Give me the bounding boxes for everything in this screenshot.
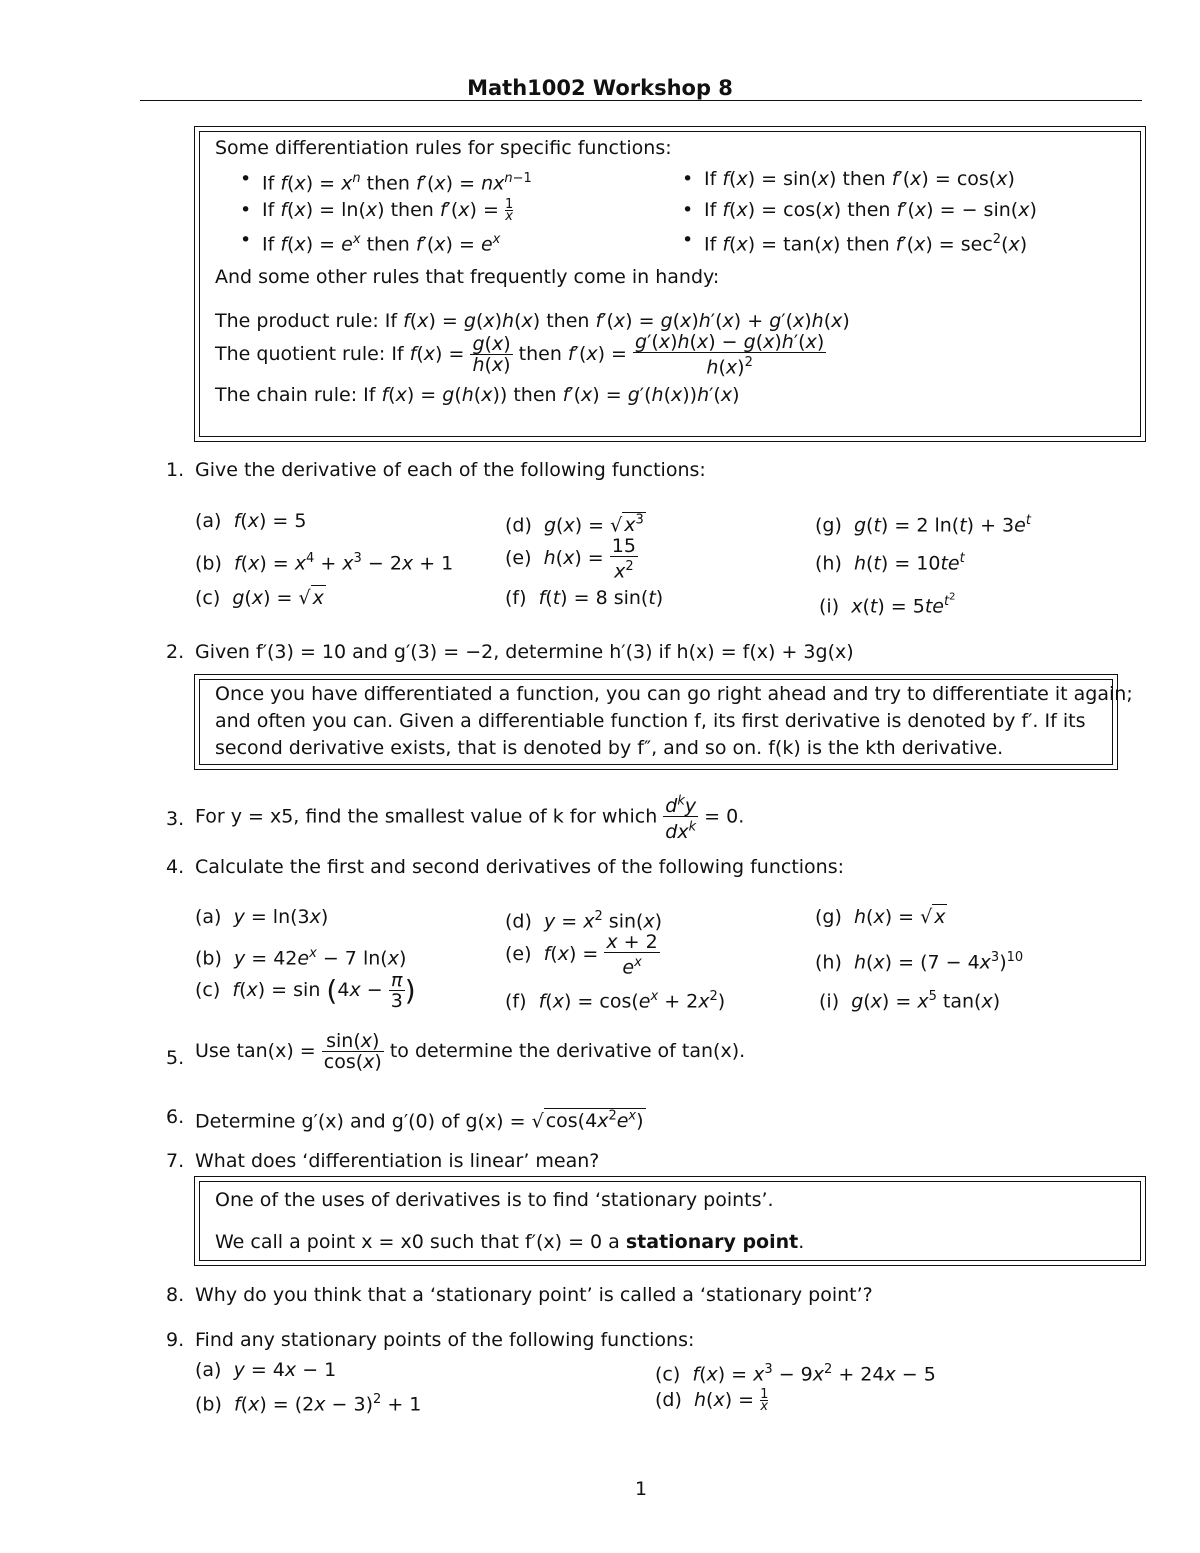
rule-cos: • If f(x) = cos(x) then f′(x) = − sin(x): [704, 198, 1037, 222]
q4e: (e) f(x) = $\frac{x + 2}{e^x}$: [505, 931, 658, 979]
q2-text: Given f′(3) = 10 and g′(3) = −2, determine h′(3) if h(x) = f(x) + 3g(x): [195, 641, 854, 663]
q5-number: 5.: [166, 1047, 185, 1069]
q9c: (c) $f(x) = x^3 - 9x^2 + 24x - 5$: [655, 1362, 936, 1386]
q1b: (b) $f(x) = x^4 + x^3 - 2x + 1$: [195, 551, 454, 575]
q4d: (d) $y = x^2$ sin(x): [505, 909, 663, 933]
q4-text: Calculate the first and second derivatives of the following functions:: [195, 856, 845, 878]
q7-text: What does ‘differentiation is linear’ mean?: [195, 1150, 600, 1172]
q5-text: Use tan(x) = $\frac{\sin(x)}{\cos(x)}$ to determine the derivative of tan(x).: [195, 1030, 746, 1073]
box3-line1: One of the uses of derivatives is to find ‘stationary points’.: [215, 1189, 774, 1211]
rule-sin: • If f(x) = sin(x) then f′(x) = cos(x): [704, 167, 1015, 191]
q6-text: Determine g′(x) and g′(0) of g(x) = √ $\cos(4x^2e^x)$: [195, 1109, 644, 1133]
rule-log: • If f(x) = ln(x) then f′(x) = $\frac{1}{x}$: [262, 198, 513, 222]
q4h: (h) $h(x) = (7 - 4x^3)^{10}$: [815, 950, 1024, 974]
q9-text: Find any stationary points of the following functions:: [195, 1329, 695, 1351]
page-number: 1: [634, 1478, 648, 1500]
q1-text: Give the derivative of each of the following functions:: [195, 459, 706, 481]
q9d: (d) h(x) = $\frac{1}{x}$: [655, 1387, 769, 1414]
q1h: (h) $h(t) = 10te^t$: [815, 551, 965, 575]
rule-exp: • If $f(x) = e^x$ then $f'(x) = e^x$: [262, 228, 500, 256]
q7-number: 7.: [166, 1150, 185, 1172]
q1g: (g) g(t) = 2 $\ln(t) + 3e^t$: [815, 513, 1031, 537]
q4-number: 4.: [166, 856, 185, 878]
product-rule: The product rule: If f(x) = g(x)h(x) then f′(x) = g(x)h′(x) + g′(x)h(x): [215, 310, 850, 332]
q4c: (c) f(x) = sin (4x − $\frac{\pi}{3}$ ): [195, 969, 416, 1012]
q1c: (c) g(x) = √ x: [195, 587, 324, 609]
rule-tan: • If f(x) = tan(x) then $f'(x) = \sec^2(x)$: [704, 228, 1027, 256]
rule-power: • If $f(x) = x^n$ then $f'(x) = nx^{n-1}$: [262, 167, 532, 195]
quotient-rule: The quotient rule: If f(x) = $\frac{g(x)}{h(x)}$ then f′(x) = $\frac{g'(x)h(x) - g(x)h'(x)}{h(x)^2}$: [215, 331, 825, 379]
q9a: (a) y = 4x − 1: [195, 1359, 337, 1381]
q1a: (a) f(x) = 5: [195, 510, 307, 532]
q4i: (i) $g(x) = x^5$ tan(x): [819, 989, 1001, 1013]
q1i: (i) $x(t) = 5te^{t^2}$: [819, 592, 956, 618]
rules-intro: Some differentiation rules for specific functions:: [215, 137, 672, 159]
box2-line3: second derivative exists, that is denoted by f″, and so on. f(k) is the kth derivative.: [215, 737, 1004, 759]
q1f: (f) f(t) = 8 sin(t): [505, 587, 664, 609]
q1d: (d) g(x) = √ $x^3$: [505, 513, 644, 537]
chain-rule: The chain rule: If f(x) = g(h(x)) then f′(x) = g′(h(x))h′(x): [215, 384, 740, 406]
q3-text: For y = x5, find the smallest value of k for which $\frac{d^ky}{dx^k}$ = 0.: [195, 794, 745, 843]
q2-number: 2.: [166, 641, 185, 663]
q4g: (g) h(x) = √ x: [815, 906, 946, 928]
header-rule: [140, 100, 1142, 101]
box2-line2: and often you can. Given a differentiable function f, its first derivative is denoted by f′. If its: [215, 710, 1086, 732]
q9-number: 9.: [166, 1329, 185, 1351]
q4b: (b) $y = 42e^x - 7$ ln(x): [195, 946, 407, 970]
q3-number: 3.: [166, 808, 185, 830]
q1-number: 1.: [166, 459, 185, 481]
q6-number: 6.: [166, 1106, 185, 1128]
q4f: (f) $f(x) = \cos(e^x + 2x^2)$: [505, 989, 726, 1013]
q9b: (b) $f(x) = (2x - 3)^2 + 1$: [195, 1392, 422, 1416]
q4a: (a) y = ln(3x): [195, 906, 329, 928]
q8-text: Why do you think that a ‘stationary point’ is called a ‘stationary point’?: [195, 1284, 873, 1306]
box3-line2: We call a point x = x0 such that f′(x) = 0 a stationary point.: [215, 1231, 805, 1253]
rules-other-intro: And some other rules that frequently come in handy:: [215, 266, 720, 288]
q1e: (e) h(x) = $\frac{15}{x^2}$: [505, 535, 636, 583]
page-title: Math1002 Workshop 8: [467, 76, 733, 100]
q8-number: 8.: [166, 1284, 185, 1306]
box2-line1: Once you have differentiated a function, you can go right ahead and try to differentiate it again;: [215, 683, 1133, 705]
